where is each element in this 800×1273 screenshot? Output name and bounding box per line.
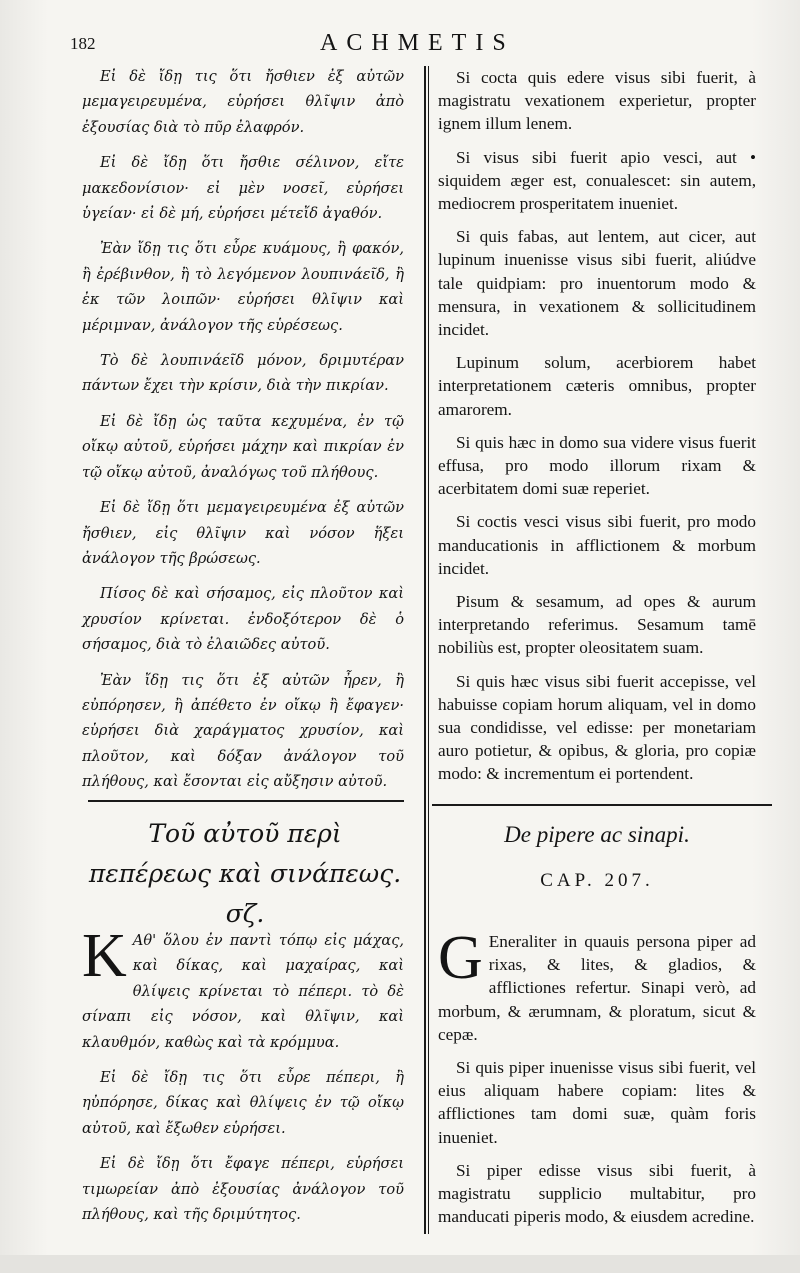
section-rule-latin xyxy=(432,804,772,806)
page-header xyxy=(70,30,760,64)
latin-column-bottom xyxy=(438,924,756,1238)
greek-column-top xyxy=(82,64,404,805)
chapter-number: CAP. 207. xyxy=(540,870,654,891)
greek-paragraph: Εἰ δὲ ἴδῃ ὅτι μεμαγειρευμένα ἐξ αὐτῶν ἤσθιεν, εἰς θλῖψιν καὶ νόσον ἥξει ἀνάλογον τῆς βρώσεως. xyxy=(82,499,404,567)
latin-column-top xyxy=(438,66,756,796)
latin-paragraph: Si quis piper inuenisse visus sibi fuerit, vel eius aliquam habere copiam: lites & afflictiones tam domi suæ, quàm foris inueniet. xyxy=(438,1058,756,1147)
latin-paragraph: Si quis hæc in domo sua videre visus fuerit effusa, pro modo illorum rixam & acerbitatem domi suæ reperiet. xyxy=(438,432,756,499)
greek-paragraph: Εἰ δὲ ἴδῃ ὡς ταῦτα κεχυμένα, ἐν τῷ οἴκῳ αὐτοῦ, εὑρήσει μάχην καὶ πικρίαν ἐν τῷ οἴκῳ αὐτοῦ, ἀναλόγως τοῦ πλήθους. xyxy=(82,412,404,481)
latin-opening-paragraph xyxy=(438,924,756,1046)
latin-paragraph: Lupinum solum, acerbiorem habet interpretationem cæteris omnibus, propter amarorem. xyxy=(438,353,756,419)
greek-column-bottom xyxy=(82,922,404,1237)
drop-cap-latin: G xyxy=(438,924,483,992)
drop-cap-greek: K xyxy=(82,922,127,990)
greek-paragraph: Πίσος δὲ καὶ σήσαμος, εἰς πλοῦτον καὶ χρυσίον κρίνεται. ἐνδοξότερον δὲ ὁ σήσαμος, διὰ τὸ ἐλαιῶδες αὐτοῦ. xyxy=(82,585,404,654)
greek-paragraph: Τὸ δὲ λουπινάεῖδ μόνον, δριμυτέραν πάντων ἔχει τὴν κρίσιν, διὰ τὴν πικρίαν. xyxy=(82,352,404,395)
page-bottom-edge xyxy=(0,1255,800,1273)
latin-paragraph: Si cocta quis edere visus sibi fuerit, à magistratu vexationem experietur, propter ignem illum lenem. xyxy=(438,68,756,134)
latin-paragraph: Pisum & sesamum, ad opes & aurum interpretando referimus. Sesamum tamē nobiliùs est, propter oleositatem suam. xyxy=(438,592,756,658)
latin-paragraph: Si quis hæc visus sibi fuerit accepisse, vel habuisse copiam horum aliquam, vel in domo sua condidisse, vel edisse: per monetariam auro potietur, & opibus, & gloria, pro copiæ modo: & incrementum ei portendent. xyxy=(438,671,756,784)
greek-opening-paragraph xyxy=(82,922,404,1055)
column-divider-thin xyxy=(428,66,429,1234)
latin-paragraph: Si quis fabas, aut lentem, aut cicer, aut lupinum inuenisse visus sibi fuerit, aliúdve tale quidpiam: pro inuentorum modo & mensura, in vexationem & sollicitudinem incidet. xyxy=(438,227,756,340)
section-rule-greek xyxy=(88,800,404,802)
chapter-heading-latin: De pipere ac sinapi. xyxy=(504,822,690,847)
latin-opening-text: Eneraliter in quauis persona piper ad rixas, & lites, & gladios, & afflictiones refertur. Sinapi verò, ad morbum, & ærumnam, & ploratum, sicut & cepæ. xyxy=(438,932,756,1044)
running-title: ACHMETIS xyxy=(320,30,515,56)
greek-paragraph: Ἐὰν ἴδῃ τις ὅτι ἐξ αὐτῶν ἦρεν, ἢ εὐπόρησεν, ἢ ἀπέθετο ἐν οἴκῳ ἢ ἔφαγεν· εὑρήσει διὰ χαράγματος χρυσίον, καὶ πλοῦτον, καὶ δόξαν ἀνάλογον τοῦ πλήθους, καὶ ἔσονται εἰς αὔξησιν αὐτοῦ. xyxy=(82,671,404,791)
greek-paragraph: Εἰ δὲ ἴδῃ ὅτι ἤσθιε σέλινον, εἴτε μακεδονίσιον· εἰ μὲν νοσεῖ, εὑρήσει ὑγείαν· εἰ δὲ μή, εὑρήσει μέτεἴδ ἀγαθόν. xyxy=(82,154,404,223)
greek-paragraph: Ἐὰν ἴδῃ τις ὅτι εὗρε κυάμους, ἢ φακόν, ἢ ἐρέβινθον, ἢ τὸ λεγόμενον λουπινάεῖδ, ἢ ἐκ τῶν λοιπῶν· εὑρήσει θλῖψιν καὶ μέριμναν, ἀνάλογον τῆς εὑρέσεως. xyxy=(82,240,404,334)
greek-opening-text: Αθ' ὅλου ἐν παντὶ τόπῳ εἰς μάχας, καὶ δίκας, καὶ μαχαίρας, καὶ θλίψεις κρίνεται τὸ πέπερι. τὸ δὲ σίναπι εἰς νόσον, καὶ θλῖψιν, καὶ κλαυθμόν, καθὼς καὶ τὰ κρόμμυα. xyxy=(82,932,404,1051)
greek-paragraph: Εἰ δὲ ἴδῃ ὅτι ἔφαγε πέπερι, εὑρήσει τιμωρείαν ἀπὸ ἐξουσίας ἀνάλογον τοῦ πλήθους, καὶ τῆς δριμύτητος. xyxy=(82,1155,404,1224)
chapter-heading-greek: Τοῦ αὐτοῦ περὶ πεπέρεως καὶ σινάπεως. σζ. xyxy=(88,819,402,928)
greek-paragraph: Εἰ δὲ ἴδῃ τις ὅτι ἤσθιεν ἐξ αὐτῶν μεμαγειρευμένα, εὑρήσει θλῖψιν ἀπὸ ἐξουσίας διὰ τὸ πῦρ ἐλαφρόν. xyxy=(82,68,404,136)
latin-paragraph: Si visus sibi fuerit apio vesci, aut • siquidem æger est, conualescet: sin autem, mediocrem prosperitatem inueniet. xyxy=(438,147,756,214)
latin-paragraph: Si coctis vesci visus sibi fuerit, pro modo manducationis in afflictionem & morbum incidet. xyxy=(438,512,756,578)
greek-paragraph: Εἰ δὲ ἴδῃ τις ὅτι εὗρε πέπερι, ἢ ηὐπόρησε, δίκας καὶ θλίψεις ἐν τῷ οἴκῳ αὐτοῦ, καὶ ἔξωθεν εὑρήσει. xyxy=(82,1069,404,1137)
column-divider xyxy=(424,66,426,1234)
latin-paragraph: Si piper edisse visus sibi fuerit, à magistratu supplicio multabitur, pro manducati piperis modo, & eiusdem acredine. xyxy=(438,1160,756,1227)
page-number: 182 xyxy=(70,34,96,53)
